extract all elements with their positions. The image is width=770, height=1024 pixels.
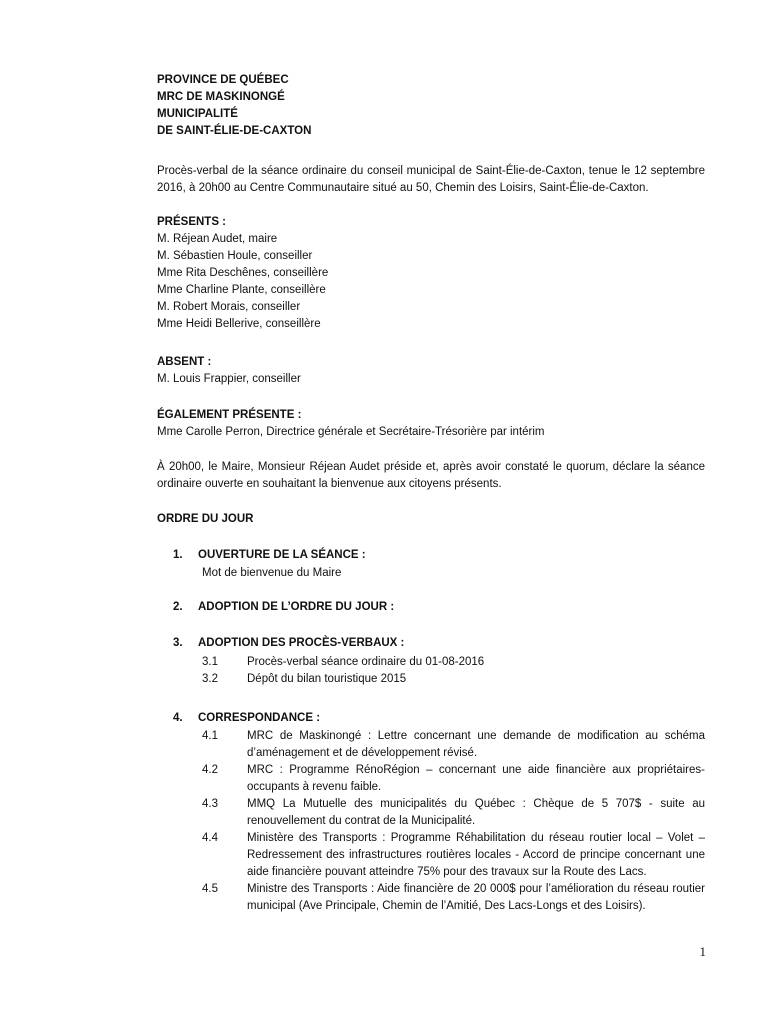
sub-item-text: MRC de Maskinongé : Lettre concernant une demande de modification au schéma d’aménagement et de développement révisé. bbox=[247, 730, 705, 759]
sub-item-number: 3.2 bbox=[202, 673, 218, 685]
sub-item-number: 4.2 bbox=[202, 764, 218, 776]
presents-title: PRÉSENTS : bbox=[157, 216, 227, 228]
agenda-item-number: 2. bbox=[173, 601, 183, 613]
page-number: 1 bbox=[699, 944, 706, 959]
sub-item-text: Ministre des Transports : Aide financière de 20 000$ pour l’amélioration du réseau routier municipal (Ave Principale, Chemin de l’Amitié, Des Lacs-Longs et des Loisirs). bbox=[247, 883, 705, 912]
absent-member: M. Louis Frappier, conseiller bbox=[157, 373, 301, 385]
agenda-item-number: 4. bbox=[173, 712, 183, 724]
presents-member: Mme Charline Plante, conseillère bbox=[157, 284, 326, 296]
agenda-item-note: Mot de bienvenue du Maire bbox=[202, 567, 342, 579]
agenda-item-title: CORRESPONDANCE : bbox=[198, 712, 321, 724]
agenda-item-number: 3. bbox=[173, 637, 183, 649]
document-header bbox=[157, 72, 705, 140]
sub-item-number: 3.1 bbox=[202, 656, 218, 668]
opening-paragraph: À 20h00, le Maire, Monsieur Réjean Audet préside et, après avoir constaté le quorum, déclare la séance ordinaire ouverte en souhaitant la bienvenue aux citoyens présents. bbox=[157, 461, 705, 490]
sub-item-text: Ministère des Transports : Programme Réhabilitation du réseau routier local – Volet – Redressement des infrastructures routières locales - Accord de principe concernant une aide financière pouvant atteindre 75% pour des travaux sur la Route des Lacs. bbox=[247, 832, 705, 878]
header-mrc: MRC DE MASKINONGÉ bbox=[157, 91, 285, 103]
also-present-member: Mme Carolle Perron, Directrice générale et Secrétaire-Trésorière par intérim bbox=[157, 426, 545, 438]
agenda-item-title: OUVERTURE DE LA SÉANCE : bbox=[198, 549, 366, 561]
header-town: DE SAINT-ÉLIE-DE-CAXTON bbox=[157, 125, 312, 137]
presents-member: M. Robert Morais, conseiller bbox=[157, 301, 301, 313]
sub-item-number: 4.5 bbox=[202, 883, 218, 895]
sub-item-number: 4.4 bbox=[202, 832, 218, 844]
agenda-item-title: ADOPTION DE L’ORDRE DU JOUR : bbox=[198, 601, 395, 613]
intro-paragraph: Procès-verbal de la séance ordinaire du conseil municipal de Saint-Élie-de-Caxton, tenue le 12 septembre 2016, à 20h00 au Centre Communautaire situé au 50, Chemin des Loisirs, Saint-Élie-de-Caxton. bbox=[157, 165, 705, 194]
sub-item-text: MMQ La Mutuelle des municipalités du Québec : Chèque de 5 707$ - suite au renouvellement du contrat de la Municipalité. bbox=[247, 798, 705, 827]
header-province: PROVINCE DE QUÉBEC bbox=[157, 74, 289, 86]
agenda-item-number: 1. bbox=[173, 549, 183, 561]
sub-item-text: Dépôt du bilan touristique 2015 bbox=[247, 673, 407, 685]
presents-member: Mme Heidi Bellerive, conseillère bbox=[157, 318, 321, 330]
sub-item-number: 4.3 bbox=[202, 798, 218, 810]
presents-section bbox=[157, 214, 705, 333]
sub-item-text: Procès-verbal séance ordinaire du 01-08-2016 bbox=[247, 656, 485, 668]
agenda-title: ORDRE DU JOUR bbox=[157, 513, 254, 525]
sub-item-text: MRC : Programme RénoRégion – concernant une aide financière aux propriétaires-occupants à revenu faible. bbox=[247, 764, 705, 793]
presents-member: Mme Rita Deschênes, conseillère bbox=[157, 267, 329, 279]
also-present-section bbox=[157, 407, 705, 441]
also-present-title: ÉGALEMENT PRÉSENTE : bbox=[157, 409, 302, 421]
absent-title: ABSENT : bbox=[157, 356, 212, 368]
header-municipality: MUNICIPALITÉ bbox=[157, 108, 238, 120]
presents-member: M. Sébastien Houle, conseiller bbox=[157, 250, 313, 262]
agenda-item-title: ADOPTION DES PROCÈS-VERBAUX : bbox=[198, 637, 405, 649]
presents-member: M. Réjean Audet, maire bbox=[157, 233, 278, 245]
absent-section bbox=[157, 354, 705, 388]
sub-item-number: 4.1 bbox=[202, 730, 218, 742]
